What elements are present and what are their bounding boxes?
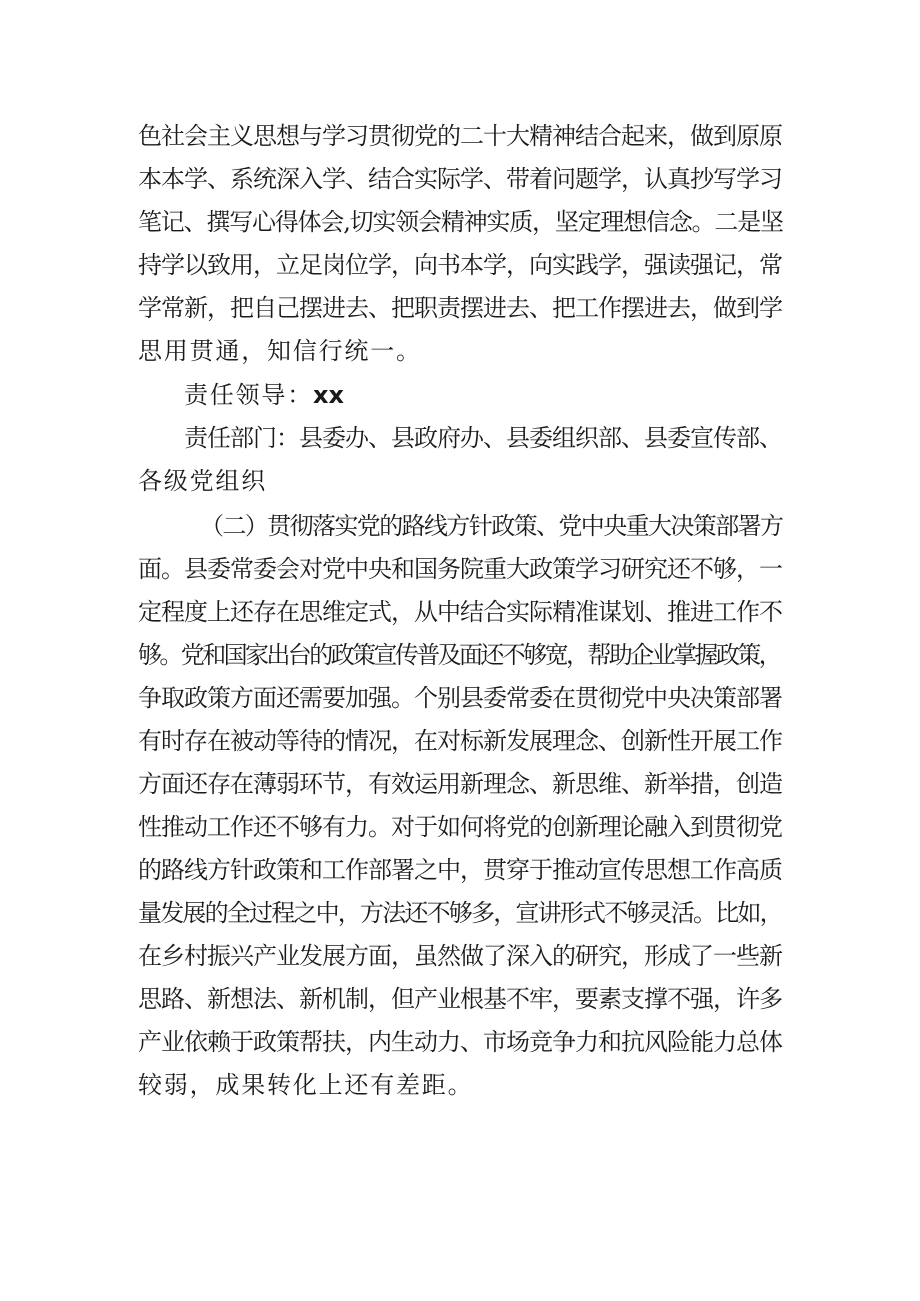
responsible-department-line-2: 各级党组织 [138, 467, 267, 495]
para2-line-14: 较弱，成果转化上还有差距。 [138, 1071, 474, 1099]
para1-line-1: 色社会主义思想与学习贯彻党的二十大精神结合起来，做到原原 [138, 122, 782, 150]
para2-line-10: 量发展的全过程之中，方法还不够多，宣讲形式不够灵活。比如， [138, 899, 782, 927]
responsible-leader-label: 责任领导： [184, 381, 313, 409]
para2-line-9: 的路线方针政策和工作部署之中，贯穿于推动宣传思想工作高质 [138, 856, 782, 884]
responsible-leader [184, 375, 344, 415]
responsible-leader-value: xx [313, 381, 344, 409]
para1-line-5: 学常新，把自己摆进去、把职责摆进去、把工作摆进去，做到学 [138, 294, 782, 322]
para2-line-11: 在乡村振兴产业发展方面，虽然做了深入的研究，形成了一些新 [138, 942, 782, 970]
responsible-department-line-1: 责任部门：县委办、县政府办、县委组织部、县委宣传部、 [184, 424, 782, 452]
para2-line-6: 有时存在被动等待的情况，在对标新发展理念、创新性开展工作 [138, 727, 782, 755]
para1-line-6: 思用贯通，知信行统一。 [138, 337, 422, 365]
para2-line-1: （二）贯彻落实党的路线方针政策、党中央重大决策部署方 [200, 512, 783, 540]
para2-line-4: 够。党和国家出台的政策宣传普及面还不够宽，帮助企业掌握政策， [138, 641, 780, 669]
para2-line-5: 争取政策方面还需要加强。个别县委常委在贯彻党中央决策部署 [138, 684, 782, 712]
para2-line-8: 性推动工作还不够有力。对于如何将党的创新理论融入到贯彻党 [138, 813, 782, 841]
para2-line-3: 定程度上还存在思维定式，从中结合实际精准谋划、推进工作不 [138, 598, 782, 626]
para1-line-3: 笔记、撰写心得体会,切实领会精神实质，坚定理想信念。二是坚 [138, 208, 783, 236]
para2-line-12: 思路、新想法、新机制，但产业根基不牢，要素支撑不强，许多 [138, 985, 782, 1013]
para2-line-2: 面。县委常委会对党中央和国务院重大政策学习研究还不够，一 [138, 555, 782, 583]
para2-line-13: 产业依赖于政策帮扶，内生动力、市场竞争力和抗风险能力总体 [138, 1028, 782, 1056]
para1-line-4: 持学以致用，立足岗位学，向书本学，向实践学，强读强记，常 [138, 251, 782, 279]
para1-line-2: 本本学、系统深入学、结合实际学、带着问题学，认真抄写学习 [138, 165, 782, 193]
para2-line-7: 方面还存在薄弱环节，有效运用新理念、新思维、新举措，创造 [138, 770, 782, 798]
